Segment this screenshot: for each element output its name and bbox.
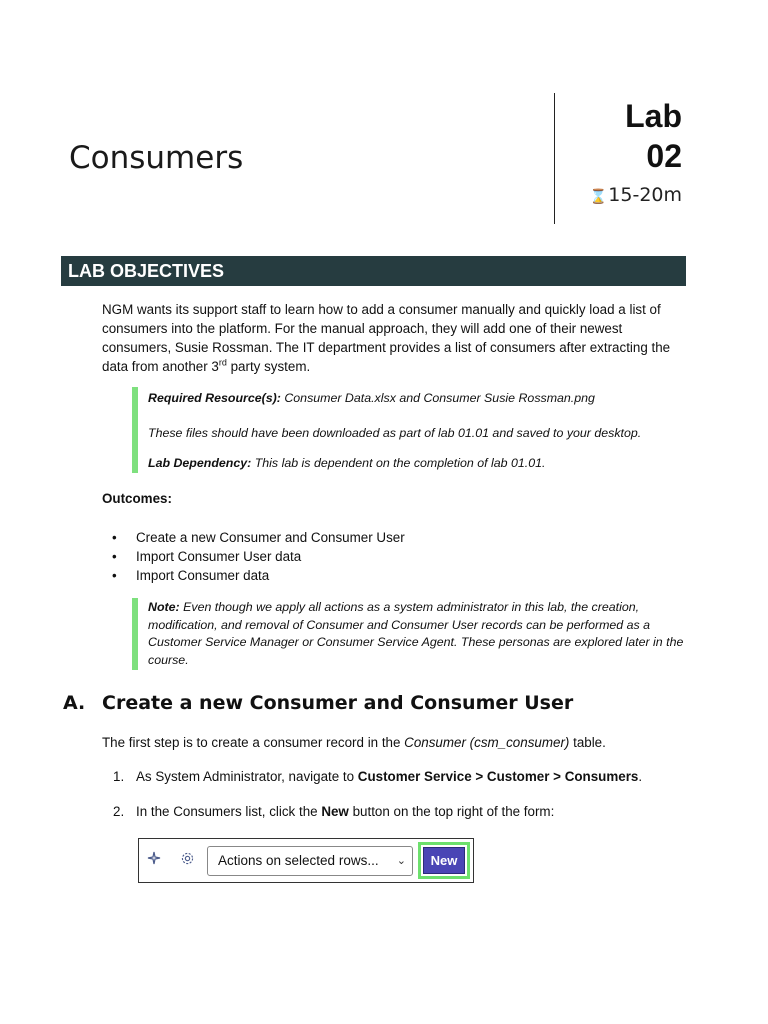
list-item: • Import Consumer data [112, 566, 405, 585]
list-toolbar-screenshot [138, 838, 474, 883]
gear-icon[interactable] [180, 851, 195, 869]
intro-superscript: rd [218, 357, 227, 368]
step-text-end: button on the top right of the form: [348, 804, 555, 819]
section-letter: A. [63, 692, 86, 714]
actions-select-value: Actions on selected rows... [218, 853, 379, 868]
lab-number: 02 [646, 138, 682, 174]
actions-select[interactable] [207, 846, 413, 876]
lab-dependency-text: This lab is dependent on the completion of lab 01.01. [251, 456, 546, 470]
list-item: • Create a new Consumer and Consumer User [112, 528, 405, 547]
sparkle-icon[interactable] [147, 851, 161, 868]
header-divider [554, 93, 555, 224]
section-intro-end: table. [569, 735, 606, 750]
outcomes-label: Outcomes: [102, 491, 172, 506]
step-number: 2. [113, 804, 125, 819]
step-number: 1. [113, 769, 125, 784]
step-text-end: . [638, 769, 643, 784]
lab-dependency-label: Lab Dependency: [148, 456, 252, 470]
new-button-reference: New [321, 804, 349, 819]
chevron-down-icon: ⌄ [396, 855, 406, 867]
required-resources-text: Consumer Data.xlsx and Consumer Susie Rossman.png [280, 391, 595, 405]
note [148, 598, 704, 669]
files-note: These files should have been downloaded as part of lab 01.01 and saved to your desktop. [148, 426, 642, 440]
intro-text-end: party system. [226, 359, 311, 374]
step-2 [113, 802, 554, 821]
new-button-highlight [418, 842, 470, 879]
table-name: Consumer (csm_consumer) [404, 735, 570, 750]
note-text: Even though we apply all actions as a system administrator in this lab, the creation, modification, and removal of Consumer and Consumer User records can be performed as a Customer Service Manager or Consumer Service Agent. These personas are explored later in the course. [148, 600, 684, 667]
required-resources-label: Required Resource(s): [148, 391, 281, 405]
list-item: • Import Consumer User data [112, 547, 405, 566]
note-callout [132, 598, 704, 670]
intro-text: NGM wants its support staff to learn how to add a consumer manually and quickly load a list of consumers into the platform. For the manual approach, they will add one of their newest consumers, Susie Rossman. The IT department provides a list of consumers after extracting the data from another 3 [102, 302, 671, 374]
step-text: In the Consumers list, click the [136, 804, 322, 819]
note-label: Note: [148, 600, 180, 614]
section-heading [63, 692, 573, 714]
step-1 [113, 767, 642, 786]
navigation-path: Customer Service > Customer > Consumers [357, 769, 639, 784]
step-text: As System Administrator, navigate to [136, 769, 358, 784]
duration-text: 15-20m [608, 184, 682, 206]
required-resources [148, 391, 595, 405]
duration [590, 184, 682, 206]
page-title: Consumers [69, 140, 244, 176]
lab-info [590, 96, 682, 206]
objectives-banner [61, 256, 686, 286]
objectives-intro [102, 300, 690, 376]
section-intro-text: The first step is to create a consumer record in the [102, 735, 405, 750]
lab-dependency [148, 456, 545, 470]
hourglass-icon: ⌛ [589, 189, 608, 205]
new-button[interactable]: New [423, 847, 465, 874]
section-intro [102, 733, 690, 752]
resources-callout [132, 387, 704, 473]
objectives-heading: LAB OBJECTIVES [68, 261, 225, 281]
outcomes-list [112, 528, 405, 585]
section-title: Create a new Consumer and Consumer User [102, 692, 574, 714]
lab-label: Lab [625, 98, 682, 134]
